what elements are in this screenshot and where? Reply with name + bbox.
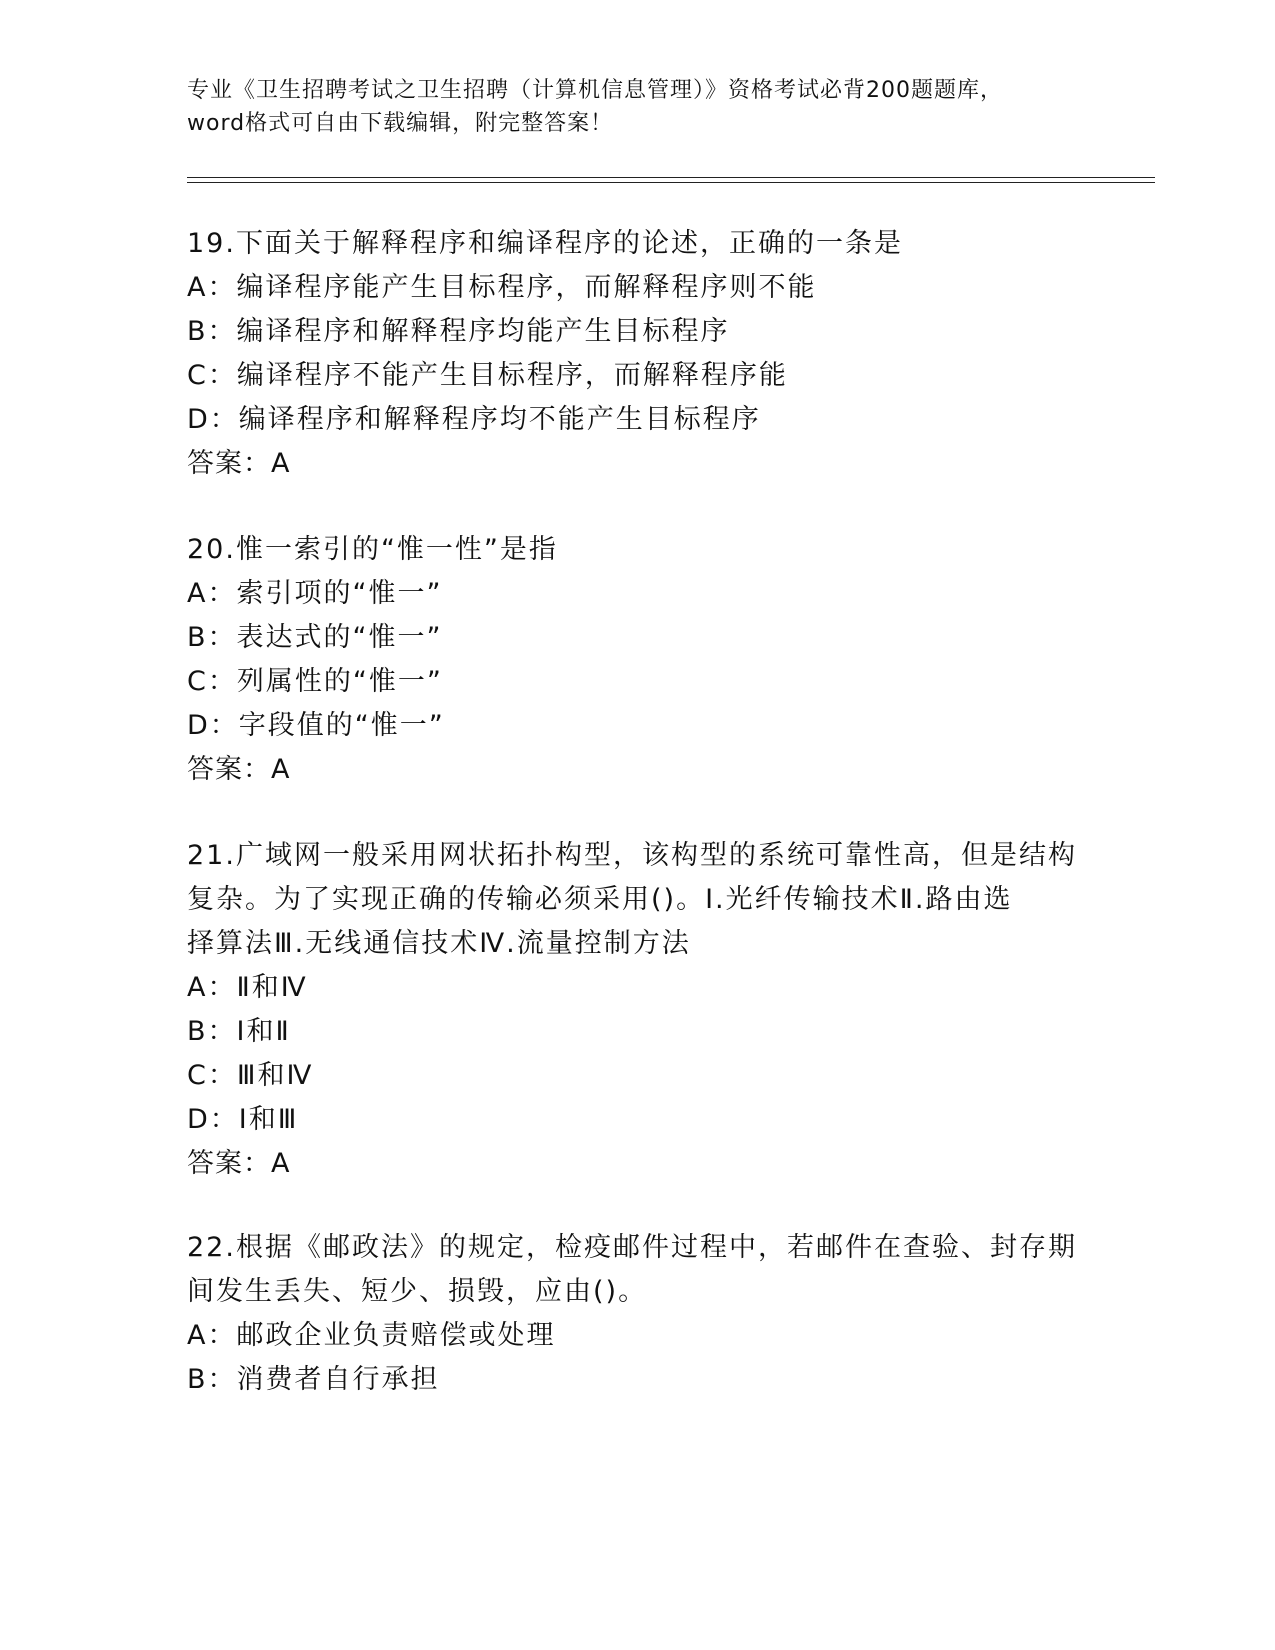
option-c: C：Ⅲ和Ⅳ [187, 1060, 314, 1091]
option-d: D：Ⅰ和Ⅲ [187, 1104, 299, 1135]
header-title-line-2: word格式可自由下载编辑，附完整答案！ [187, 111, 614, 136]
header-title-line-1: 专业《卫生招聘考试之卫生招聘（计算机信息管理）》资格考试必背200题题库， [187, 78, 1003, 103]
answer-line: 答案：A [187, 1148, 291, 1179]
header-divider-bottom [187, 182, 1155, 183]
option-b: B：消费者自行承担 [187, 1364, 440, 1395]
option-b: B：编译程序和解释程序均能产生目标程序 [187, 316, 730, 347]
option-b: B：Ⅰ和Ⅱ [187, 1016, 291, 1047]
question-stem-line-1: 22.根据《邮政法》的规定，检疫邮件过程中，若邮件在查验、封存期 [187, 1232, 1077, 1263]
option-d: D：编译程序和解释程序均不能产生目标程序 [187, 404, 761, 435]
question-stem: 19.下面关于解释程序和编译程序的论述，正确的一条是 [187, 228, 903, 259]
document-header [187, 74, 1087, 140]
question-stem-line-1: 21.广域网一般采用网状拓扑构型，该构型的系统可靠性高，但是结构 [187, 840, 1077, 871]
option-d: D：字段值的“惟一” [187, 710, 445, 741]
question-stem-line-2: 间发生丢失、短少、损毁，应由()。 [187, 1276, 648, 1307]
option-c: C：列属性的“惟一” [187, 666, 443, 697]
option-a: A：Ⅱ和Ⅳ [187, 972, 308, 1003]
answer-line: 答案：A [187, 448, 291, 479]
answer-line: 答案：A [187, 754, 291, 785]
option-b: B：表达式的“惟一” [187, 622, 443, 653]
question-stem: 20.惟一索引的“惟一性”是指 [187, 534, 558, 565]
header-divider-top [187, 177, 1155, 178]
option-a: A：索引项的“惟一” [187, 578, 443, 609]
option-a: A：邮政企业负责赔偿或处理 [187, 1320, 556, 1351]
question-stem-line-2: 复杂。为了实现正确的传输必须采用()。Ⅰ.光纤传输技术Ⅱ.路由选 [187, 884, 1013, 915]
option-a: A：编译程序能产生目标程序，而解释程序则不能 [187, 272, 817, 303]
question-stem-line-3: 择算法Ⅲ.无线通信技术Ⅳ.流量控制方法 [187, 928, 691, 959]
option-c: C：编译程序不能产生目标程序，而解释程序能 [187, 360, 788, 391]
